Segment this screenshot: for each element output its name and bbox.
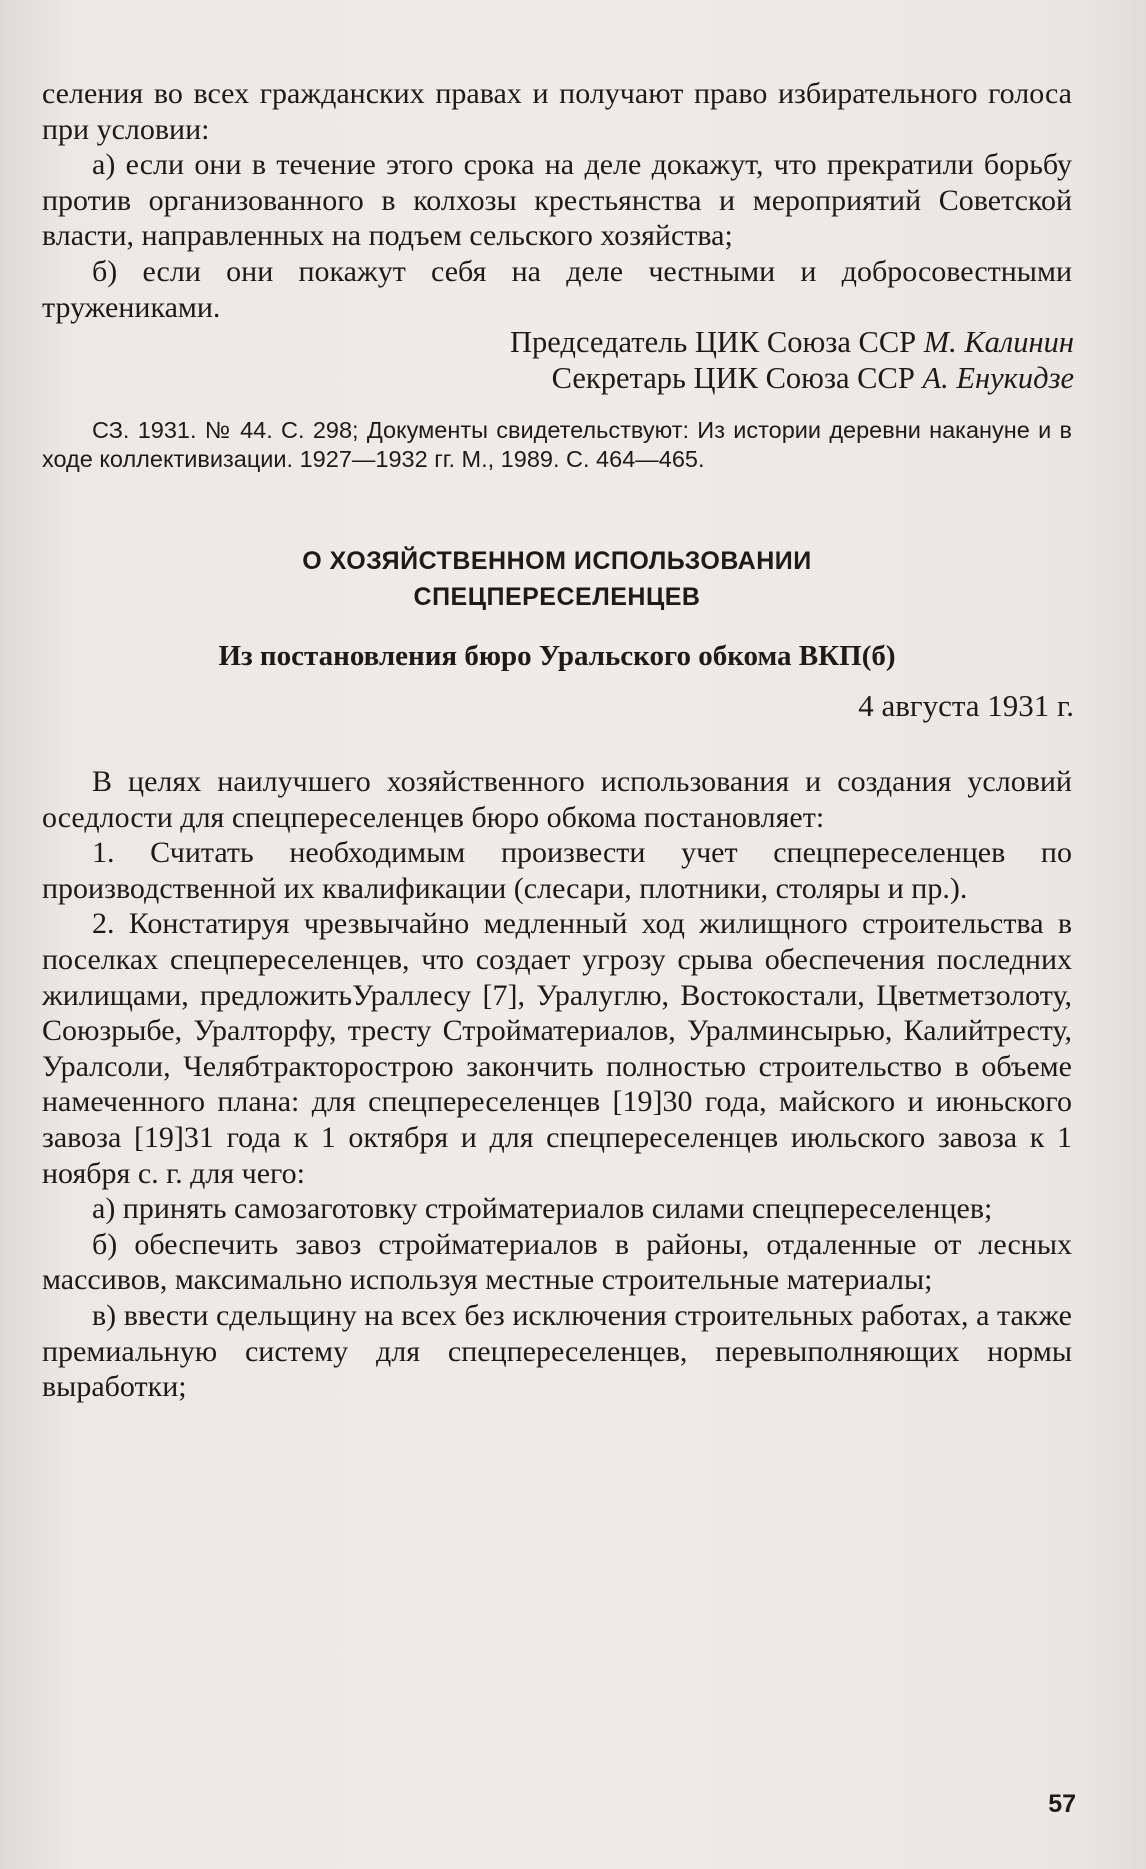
document-title-line1: О ХОЗЯЙСТВЕННОМ ИСПОЛЬЗОВАНИИ — [302, 547, 812, 575]
document-title — [42, 543, 1072, 615]
condition-a-paragraph: а) если они в течение этого срока на деле докажут, что прекратили борьбу против организованного в колхозы крестьянства и мероприятий Советской власти, направленных на подъем сельского хозяйства; — [42, 148, 1072, 253]
item-2c-paragraph: в) ввести сдельщину на всех без исключения строительных работах, а также премиальную систему для спецпереселенцев, перевыполняющих нормы выработки; — [42, 1298, 1072, 1404]
signature-chairman — [510, 325, 1074, 360]
document-subtitle: Из постановления бюро Уральского обкома ВКП(б) — [218, 640, 896, 672]
page-number: 57 — [1048, 1790, 1076, 1818]
source-note: СЗ. 1931. № 44. С. 298; Документы свидетельствуют: Из истории деревни накануне и в ходе коллективизации. 1927—1932 гг. М., 1989. С. 464—465. — [42, 417, 1072, 472]
signature-secretary-name: А. Енукидзе — [922, 361, 1074, 395]
signature-chairman-name: М. Калинин — [923, 325, 1074, 359]
document-date: 4 августа 1931 г. — [858, 688, 1074, 723]
signature-chairman-title: Председатель ЦИК Союза ССР — [510, 325, 917, 359]
intro-paragraph: селения во всех гражданских правах и получают право избирательного голоса при условии: — [42, 77, 1072, 146]
signature-secretary — [552, 361, 1074, 396]
item-2-paragraph: 2. Констатируя чрезвычайно медленный ход жилищного строительства в поселках спецпереселенцев, что создает угрозу срыва обеспечения последних жилищами, предложитьУраллесу [7], Уралуглю, Востокостали, Цветметзолоту, Союзрыбе, Уралторфу, тресту Стройматериалов, Уралминсырью, Калийтресту, Уралсоли, Челябтракторострою закончить полностью строительство в объеме намеченного плана: для спецпереселенцев [19]30 года, майского и июньского завоза [19]31 года к 1 октября и для спецпереселенцев июльского завоза к 1 ноября с. г. для чего: — [42, 907, 1072, 1190]
item-1-paragraph: 1. Считать необходимым произвести учет спецпереселенцев по производственной их квалификации (слесари, плотники, столяры и пр.). — [42, 836, 1072, 905]
signature-secretary-title: Секретарь ЦИК Союза ССР — [551, 361, 915, 395]
item-2b-paragraph: б) обеспечить завоз стройматериалов в районы, отдаленные от лесных массивов, максимально используя местные строительные материалы; — [42, 1227, 1072, 1297]
item-2a-paragraph: а) принять самозаготовку стройматериалов силами спецпереселенцев; — [92, 1192, 993, 1226]
intro-text-block — [42, 76, 1072, 325]
document-title-line2: СПЕЦПЕРЕСЕЛЕНЦЕВ — [413, 583, 701, 611]
main-text-block — [42, 764, 1072, 1405]
preamble-paragraph: В целях наилучшего хозяйственного использования и создания условий оседлости для спецпереселенцев бюро обкома постановляет: — [42, 765, 1072, 834]
condition-b-paragraph: б) если они покажут себя на деле честными и добросовестными тружениками. — [42, 254, 1072, 324]
